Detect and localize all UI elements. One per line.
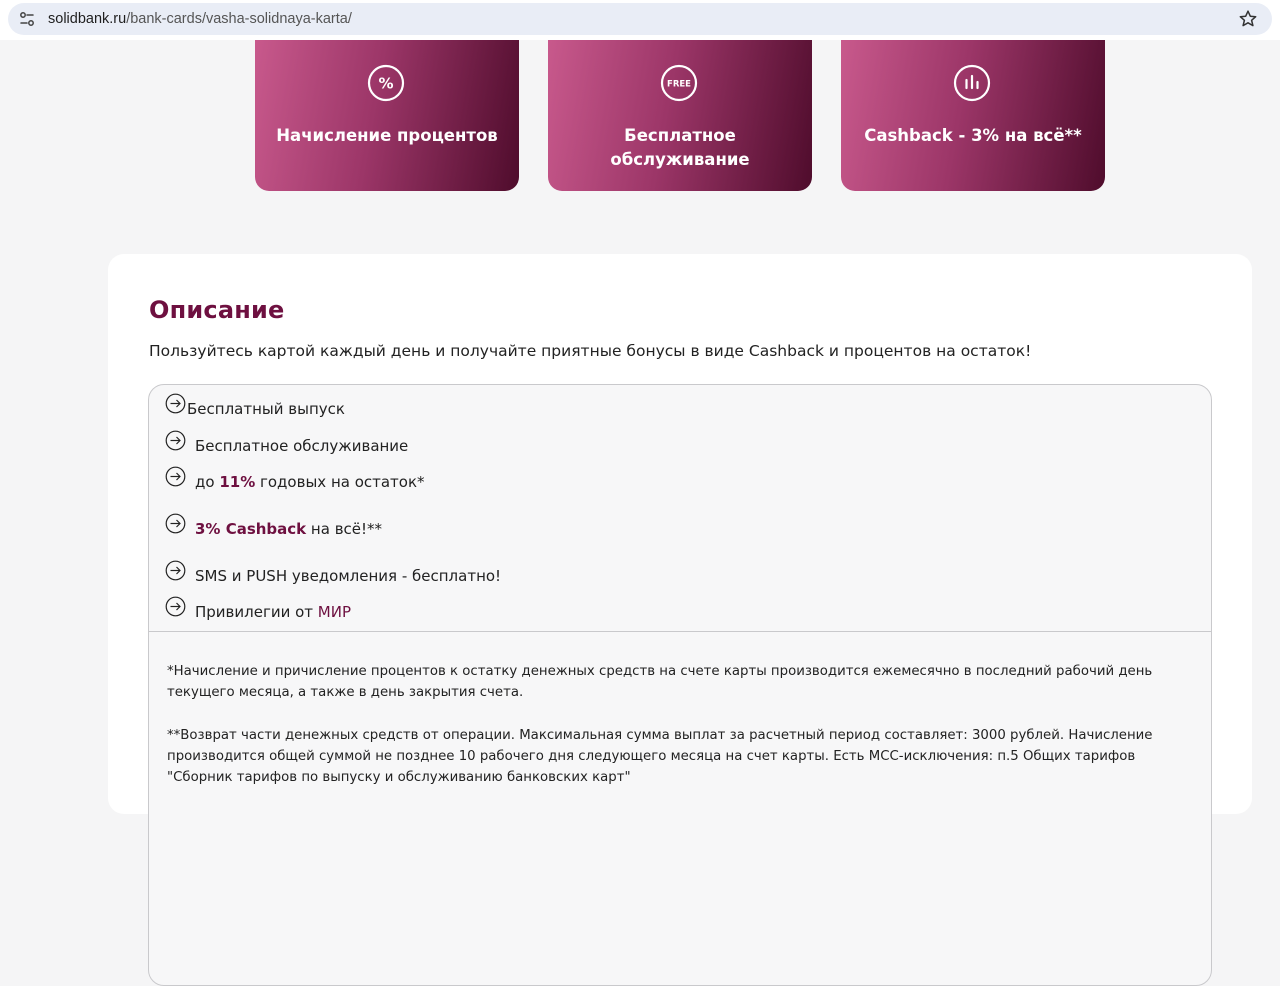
feature-suffix: годовых на остаток* xyxy=(255,473,425,491)
bookmark-star-icon[interactable] xyxy=(1238,9,1258,29)
features-list xyxy=(148,384,1212,986)
arrow-right-circle-icon xyxy=(165,596,186,617)
chart-icon xyxy=(953,64,991,102)
url-host: solidbank.ru xyxy=(48,11,127,27)
card-title: Начисление процентов xyxy=(276,126,498,145)
feature-prefix: до xyxy=(195,473,220,491)
arrow-right-circle-icon xyxy=(165,466,186,487)
description-panel xyxy=(108,254,1252,814)
url-path: /bank-cards/vasha-solidnaya-karta/ xyxy=(126,11,352,27)
percent-icon-text: % xyxy=(378,74,394,93)
divider xyxy=(149,631,1211,632)
mir-link[interactable]: МИР xyxy=(317,603,352,621)
feature-text xyxy=(195,602,351,622)
arrow-right-circle-icon xyxy=(165,513,186,534)
percent-icon xyxy=(367,64,405,102)
address-bar[interactable] xyxy=(8,3,1272,35)
feature-text: Бесплатный выпуск xyxy=(187,400,345,418)
arrow-right-circle-icon xyxy=(165,393,186,414)
arrow-right-circle-icon xyxy=(165,560,186,581)
feature-card-free-service[interactable] xyxy=(548,40,812,191)
interest-rate-highlight: 11% xyxy=(219,473,256,491)
browser-toolbar xyxy=(0,0,1280,40)
feature-prefix: Привилегии от xyxy=(195,603,318,621)
description-lead: Пользуйтесь картой каждый день и получайте приятные бонусы в виде Cashback и процентов на остаток! xyxy=(149,342,1032,360)
footnote-cashback: **Возврат части денежных средств от операции. Максимальная сумма выплат за расчетный период составляет: 3000 рублей. Начисление производится общей суммой не позднее 10 рабочего дня следующего месяца на счет карты. Есть MCC-исключения: п.5 Общих тарифов "Сборник тарифов по выпуску и обслуживанию банковских карт" xyxy=(167,728,1153,785)
arrow-right-circle-icon xyxy=(165,430,186,451)
feature-suffix: на всё!** xyxy=(306,520,383,538)
feature-card-cashback[interactable] xyxy=(841,40,1105,191)
feature-text: SMS и PUSH уведомления - бесплатно! xyxy=(195,567,502,585)
card-title: Бесплатное обслуживание xyxy=(610,126,750,169)
feature-text xyxy=(195,519,382,539)
free-icon xyxy=(660,64,698,102)
card-title: Cashback - 3% на всё** xyxy=(864,126,1082,145)
url-text[interactable] xyxy=(48,10,352,28)
feature-card-interest[interactable] xyxy=(255,40,519,191)
site-info-icon[interactable] xyxy=(18,10,36,28)
free-icon-text: FREE xyxy=(667,79,691,90)
feature-text: Бесплатное обслуживание xyxy=(195,437,409,455)
description-title: Описание xyxy=(149,296,285,324)
feature-text xyxy=(195,472,425,492)
footnote-interest: *Начисление и причисление процентов к остатку денежных средств на счете карты производится ежемесячно в последний рабочий день текущего месяца, а также в день закрытия счета. xyxy=(167,664,1153,700)
cashback-highlight: 3% Cashback xyxy=(195,520,307,538)
